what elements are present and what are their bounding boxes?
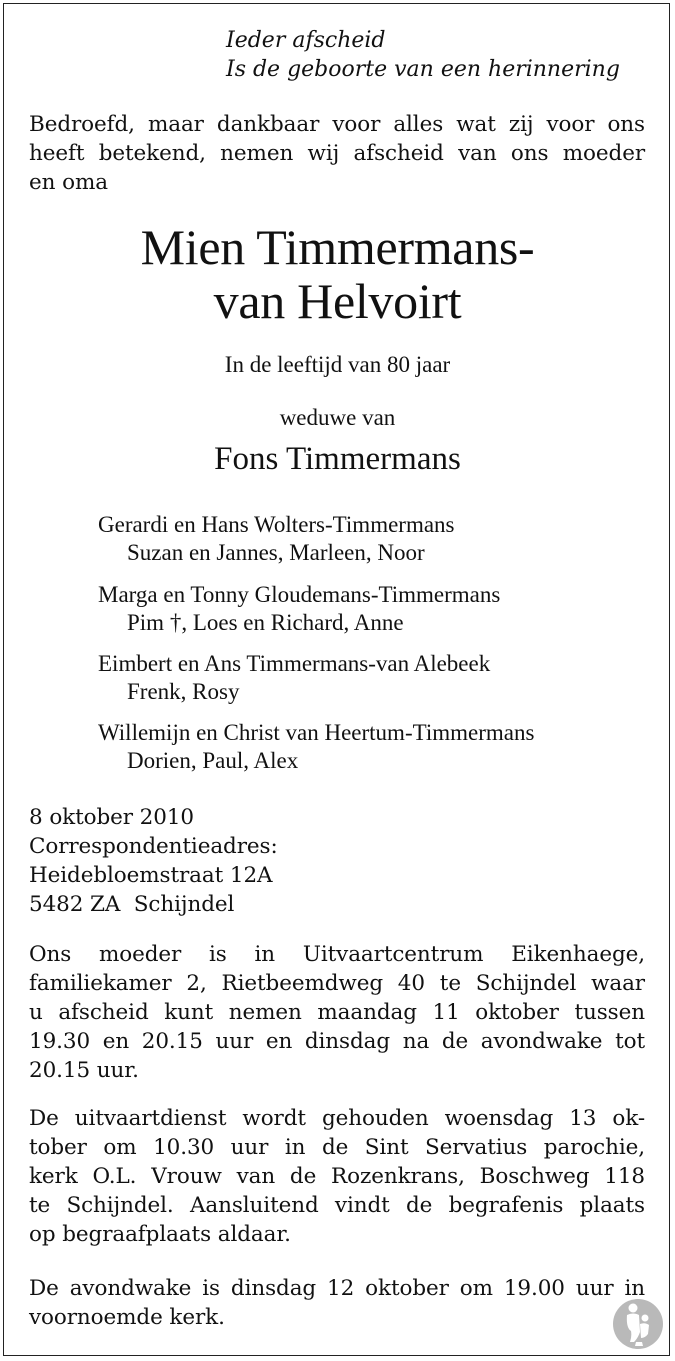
family-parents: Gerardi en Hans Wolters-Timmermans xyxy=(98,512,455,537)
viewing-line: 19.30 en 20.15 uur en dinsdag na de avondwake tot xyxy=(29,1029,645,1054)
service-line: kerk O.L. Vrouw van de Rozenkrans, Boschweg 118 xyxy=(29,1164,645,1189)
deceased-name-line: Mien Timmermans- xyxy=(140,219,535,275)
viewing-line: familiekamer 2, Rietbeemdweg 40 te Schijndel waar xyxy=(29,971,645,996)
family-parents: Willemijn en Christ van Heertum-Timmermans xyxy=(98,720,535,745)
service-line: De uitvaartdienst wordt gehouden woensdag 13 ok- xyxy=(29,1106,645,1131)
family-parents: Marga en Tonny Gloudemans-Timmermans xyxy=(98,582,501,607)
service-line: te Schijndel. Aansluitend vindt de begrafenis plaats xyxy=(29,1193,645,1218)
wake-line: voornoemde kerk. xyxy=(29,1305,225,1330)
family-children: Frenk, Rosy xyxy=(127,679,240,704)
address-street: Heidebloemstraat 12A xyxy=(29,863,273,888)
family-parents: Eimbert en Ans Timmermans-van Alebeek xyxy=(98,651,491,676)
age-text: In de leeftijd van 80 jaar xyxy=(224,352,451,377)
mother-child-logo-icon xyxy=(612,1298,664,1350)
family-group xyxy=(98,511,658,567)
motto-line: Ieder afscheid xyxy=(226,28,386,53)
service-line: op begraafplaats aldaar. xyxy=(29,1222,291,1247)
service-line: tober om 10.30 uur in de Sint Servatius parochie, xyxy=(29,1135,645,1160)
service-paragraph xyxy=(29,1104,645,1249)
family-children: Dorien, Paul, Alex xyxy=(127,748,299,773)
viewing-line: u afscheid kunt nemen maandag 11 oktober tussen xyxy=(29,1000,645,1025)
motto-line: Is de geboorte van een herinnering xyxy=(226,57,620,82)
intro-line: Bedroefd, maar dankbaar voor alles wat zij voor ons xyxy=(29,112,645,137)
viewing-line: Ons moeder is in Uitvaartcentrum Eikenhaege, xyxy=(29,942,645,967)
spouse-name: Fons Timmermans xyxy=(214,441,461,477)
viewing-paragraph xyxy=(29,940,645,1085)
motto xyxy=(226,26,620,84)
intro-line: heeft betekend, nemen wij afscheid van ons moeder xyxy=(29,141,645,166)
wake-line: De avondwake is dinsdag 12 oktober om 19.00 uur in xyxy=(29,1276,645,1301)
family-group xyxy=(98,650,658,706)
deceased-name-line: van Helvoirt xyxy=(213,273,462,329)
wake-paragraph xyxy=(29,1274,645,1332)
family-children: Pim †, Loes en Richard, Anne xyxy=(127,610,404,635)
family-group xyxy=(98,719,658,775)
notice-date: 8 oktober 2010 xyxy=(29,805,194,830)
address-label: Correspondentieadres: xyxy=(29,834,278,859)
viewing-line: 20.15 uur. xyxy=(29,1058,139,1083)
intro-line: en oma xyxy=(29,170,108,195)
address-city: 5482 ZA Schijndel xyxy=(29,892,235,917)
deceased-name xyxy=(0,220,675,328)
intro-paragraph xyxy=(29,110,645,197)
widow-label: weduwe van xyxy=(279,405,396,430)
family-group xyxy=(98,581,658,637)
address-block xyxy=(29,803,278,919)
family-children: Suzan en Jannes, Marleen, Noor xyxy=(127,540,425,565)
